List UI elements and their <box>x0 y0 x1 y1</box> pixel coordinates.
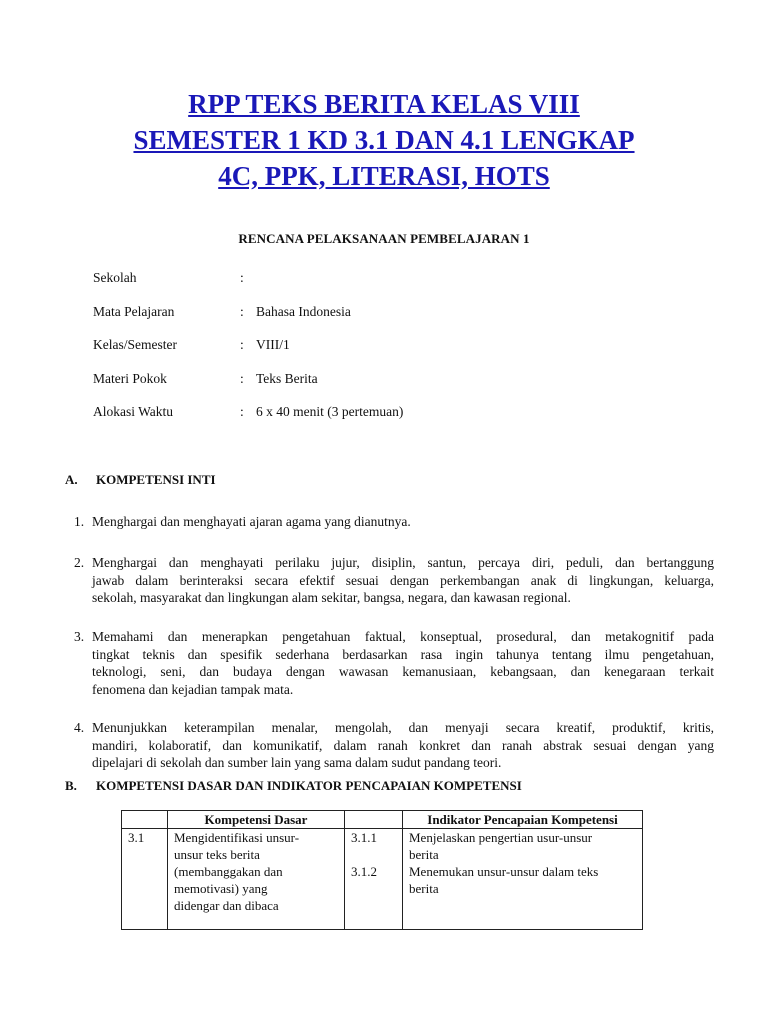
identity-label: Alokasi Waktu <box>93 404 174 419</box>
indicator-line: berita <box>409 847 439 862</box>
kd-line: memotivasi) yang <box>174 881 268 896</box>
kd-table <box>121 810 643 930</box>
indicator-number: 3.1.1 <box>351 830 377 845</box>
indicator-text-cell <box>403 829 643 930</box>
identity-value: Teks Berita <box>256 370 318 386</box>
indicator-line: berita <box>409 881 439 896</box>
ki-text <box>92 554 714 624</box>
ki-line: Memahami dan menerapkan pengetahuan faktual, konseptual, prosedural, dan metakognitif pada <box>92 629 714 644</box>
identity-colon: : <box>240 270 244 285</box>
kd-line: (membanggakan dan <box>174 864 283 879</box>
ki-line: Menghargai dan menghayati ajaran agama yang dianutnya. <box>92 514 411 529</box>
indicator-line: Menemukan unsur-unsur dalam teks <box>409 864 599 879</box>
kd-line: Mengidentifikasi unsur- <box>174 830 300 845</box>
indicator-number-cell <box>345 829 403 930</box>
ki-line: dipelajari di sekolah dan sumber lain yang sama dalam sudut pandang teori. <box>92 755 502 770</box>
ki-line: jawab dalam berinteraksi secara efektif sesuai dengan perkembangan anak di lingkungan, keluarga, <box>92 572 714 588</box>
kd-header-indikator: Indikator Pencapaian Kompetensi <box>403 811 643 829</box>
identity-colon: : <box>240 370 244 386</box>
kd-header-kompetensi-dasar: Kompetensi Dasar <box>168 811 345 829</box>
ki-number: 2. <box>74 555 85 570</box>
ki-line: sekolah, masyarakat dan lingkungan alam sekitar, bangsa, negara, dan kawasan regional. <box>92 590 571 605</box>
kd-header-number <box>122 811 168 829</box>
ki-item-1 <box>74 513 714 531</box>
ki-item-2 <box>74 554 714 624</box>
ki-number: 1. <box>74 514 85 529</box>
ki-line: Menunjukkan keterampilan menalar, mengolah, dan menyaji secara kreatif, produktif, kritis, <box>92 720 714 735</box>
ki-line: tingkat teknis dan spesifik sederhana berdasarkan rasa ingin tahunya tentang ilmu pengetahuan, <box>92 646 714 662</box>
kd-line: didengar dan dibaca <box>174 898 279 913</box>
kd-description-cell <box>168 829 345 930</box>
ki-line: teknologi, seni, dan budaya dengan wawasan kemanusiaan, kebangsaan, dan kenegaraan terkait <box>92 664 714 679</box>
identity-colon: : <box>240 337 244 352</box>
section-letter: B. <box>65 778 77 793</box>
ki-line: fenomena dan kejadian tampak mata. <box>92 681 294 697</box>
ki-line: mandiri, kolaboratif, dan komunikatif, dalam ranah konkret dan ranah abstrak sesuai dengan yang <box>92 737 714 753</box>
ki-text <box>92 513 714 531</box>
section-title: KOMPETENSI DASAR DAN INDIKATOR PENCAPAIAN KOMPETENSI <box>96 778 522 793</box>
kd-table-header-row <box>122 811 643 829</box>
identity-colon: : <box>240 303 244 319</box>
indicator-number: 3.1.2 <box>351 864 377 879</box>
kd-header-indicator-number <box>345 811 403 829</box>
title-line-1: RPP TEKS BERITA KELAS VIII <box>188 89 580 119</box>
indicator-line: Menjelaskan pengertian usur-unsur <box>409 830 593 845</box>
identity-colon: : <box>240 404 244 419</box>
ki-number: 4. <box>74 720 85 735</box>
identity-label: Materi Pokok <box>93 370 167 386</box>
identity-value: 6 x 40 menit (3 pertemuan) <box>256 404 404 419</box>
ki-number: 3. <box>74 629 85 644</box>
title-line-2: SEMESTER 1 KD 3.1 DAN 4.1 LENGKAP <box>133 125 635 155</box>
ki-item-3 <box>74 628 714 716</box>
page-title[interactable] <box>60 86 708 194</box>
section-title: KOMPETENSI INTI <box>96 472 216 487</box>
rpp-heading: RENCANA PELAKSANAAN PEMBELAJARAN 1 <box>238 231 530 246</box>
identity-label: Sekolah <box>93 270 137 285</box>
kd-number-cell: 3.1 <box>122 829 168 930</box>
ki-line: Menghargai dan menghayati perilaku jujur, disiplin, santun, percaya diri, peduli, dan bertanggung <box>92 555 714 570</box>
identity-label: Kelas/Semester <box>93 337 177 352</box>
identity-value: Bahasa Indonesia <box>256 303 351 319</box>
identity-value: VIII/1 <box>256 337 290 352</box>
ki-text <box>92 628 714 716</box>
identity-label: Mata Pelajaran <box>93 303 175 319</box>
section-letter: A. <box>65 472 78 487</box>
table-row <box>122 829 643 930</box>
title-line-3: 4C, PPK, LITERASI, HOTS <box>218 161 550 191</box>
kd-line: unsur teks berita <box>174 847 260 862</box>
